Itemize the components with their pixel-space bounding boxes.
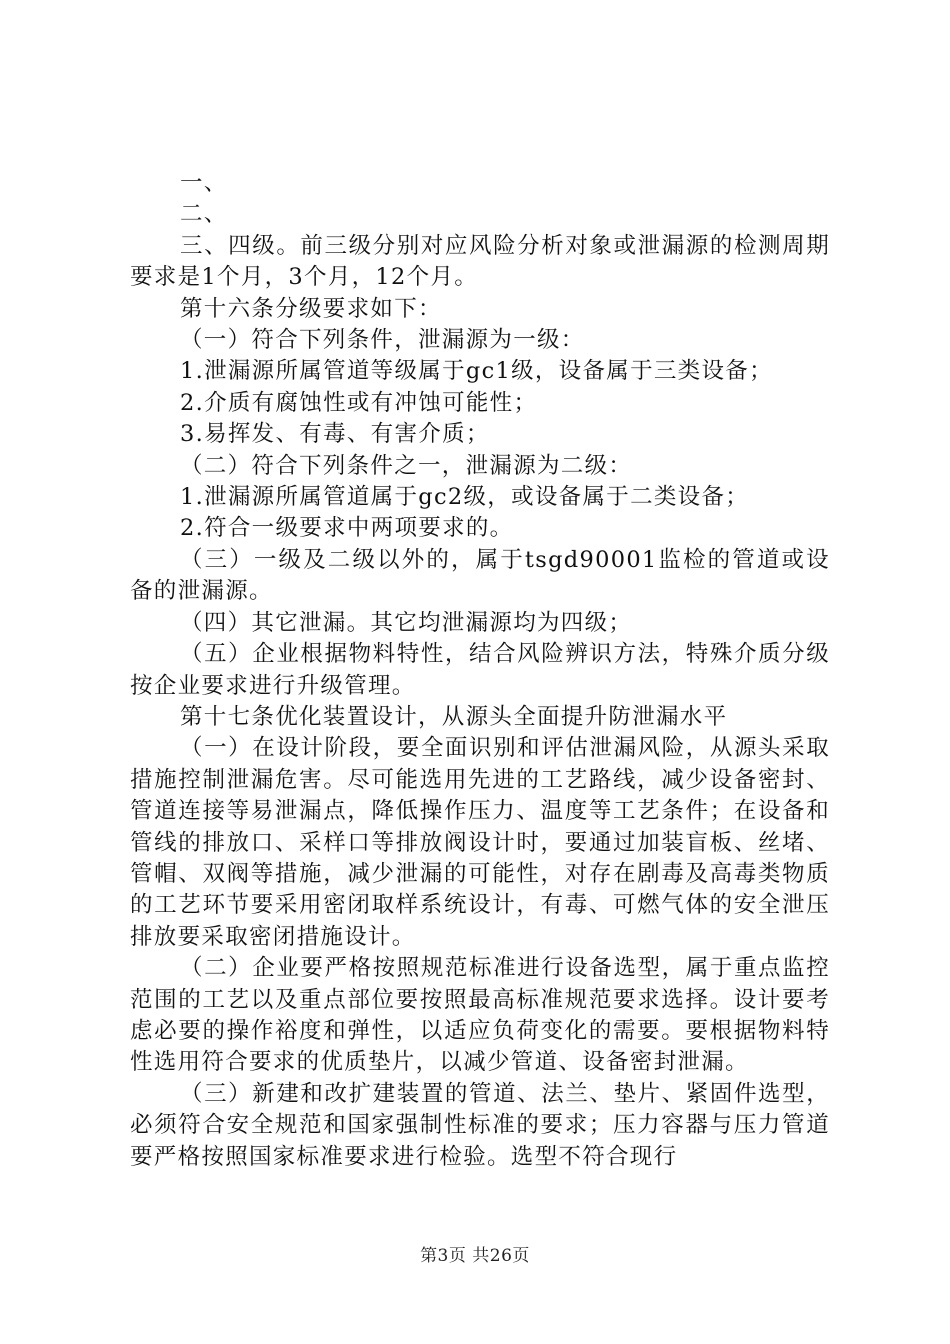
paragraph: 第十六条分级要求如下： — [180, 295, 442, 322]
paragraph: 2.介质有腐蚀性或有冲蚀可能性； — [180, 389, 538, 416]
body-text — [130, 168, 830, 1173]
paragraph: （二）企业要严格按照规范标准进行设备选型，属于重点监控范围的工艺以及重点部位要按照最高标准规范要求选择。设计要考虑必要的操作裕度和弹性，以适应负荷变化的需要。要根据物料特性选用符合要求的优质垫片，以减少管道、设备密封泄漏。 — [130, 955, 830, 1076]
paragraph: （二）符合下列条件之一，泄漏源为二级： — [180, 452, 633, 479]
page-footer: 第3页 共26页 — [420, 1246, 530, 1266]
paragraph: 三、四级。前三级分别对应风险分析对象或泄漏源的检测周期要求是1个月，3个月，12个月。 — [130, 232, 830, 291]
paragraph: 2.符合一级要求中两项要求的。 — [180, 515, 514, 542]
paragraph: 二、 — [180, 201, 228, 228]
paragraph: 第十七条优化装置设计，从源头全面提升防泄漏水平 — [180, 703, 728, 730]
paragraph: 1.泄漏源所属管道等级属于gc1级，设备属于三类设备； — [180, 358, 773, 385]
paragraph: （一）符合下列条件，泄漏源为一级： — [180, 327, 585, 354]
paragraph: （三）新建和改扩建装置的管道、法兰、垫片、紧固件选型，必须符合安全规范和国家强制性标准的要求；压力容器与压力管道要严格按照国家标准要求进行检验。选型不符合现行 — [130, 1080, 830, 1170]
paragraph: 3.易挥发、有毒、有害介质； — [180, 421, 490, 448]
paragraph: 1.泄漏源所属管道属于gc2级，或设备属于二类设备； — [180, 484, 750, 511]
paragraph: （一）在设计阶段，要全面识别和评估泄漏风险，从源头采取措施控制泄漏危害。尽可能选用先进的工艺路线，减少设备密封、管道连接等易泄漏点，降低操作压力、温度等工艺条件；在设备和管线的排放口、采样口等排放阀设计时，要通过加装盲板、丝堵、管帽、双阀等措施，减少泄漏的可能性，对存在剧毒及高毒类物质的工艺环节要采用密闭取样系统设计，有毒、可燃气体的安全泄压排放要采取密闭措施设计。 — [130, 735, 830, 950]
paragraph: （四）其它泄漏。其它均泄漏源均为四级； — [180, 609, 633, 636]
paragraph: （三）一级及二级以外的，属于tsgd90001监检的管道或设备的泄漏源。 — [130, 546, 830, 605]
paragraph: 一、 — [180, 170, 228, 196]
paragraph: （五）企业根据物料特性，结合风险辨识方法，特殊介质分级按企业要求进行升级管理。 — [130, 641, 830, 699]
